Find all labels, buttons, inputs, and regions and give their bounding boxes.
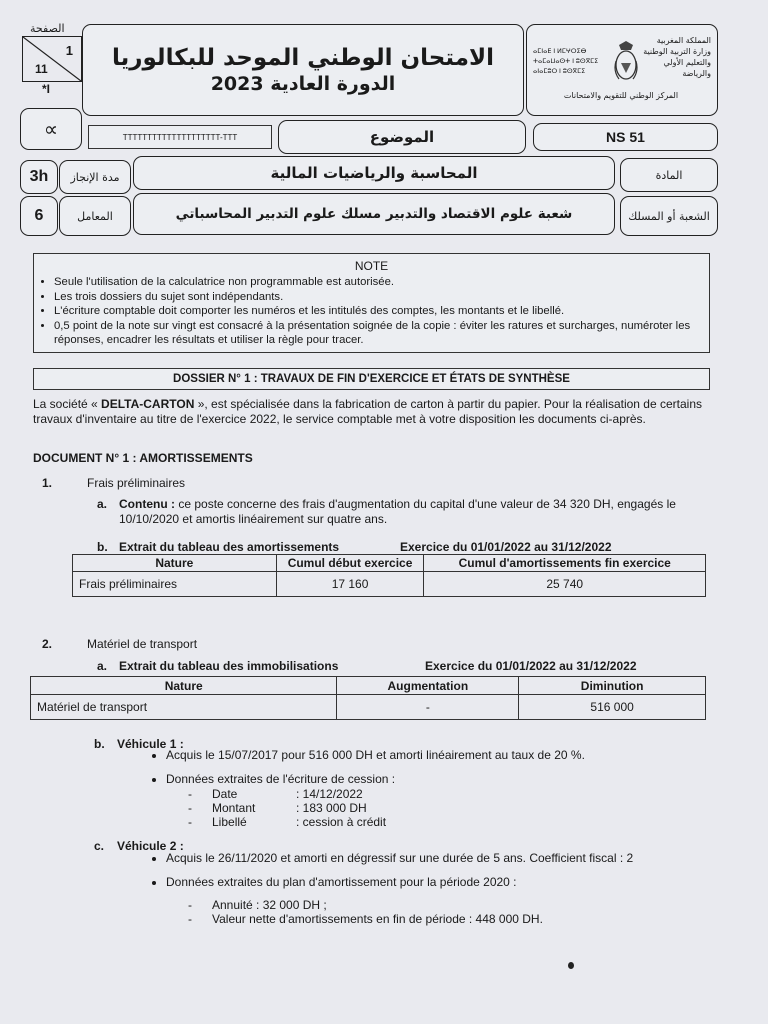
table1-caption: Extrait du tableau des amortissements — [119, 540, 340, 554]
vehicle1-details — [188, 787, 386, 829]
duration-value: 3h — [29, 168, 49, 185]
note-item: • Les trois dossiers du sujet sont indépendants. — [54, 290, 709, 305]
exam-title: الامتحان الوطني الموحد للبكالوريا — [112, 45, 494, 71]
list-item: • Acquis le 15/07/2017 pour 516 000 DH et amorti linéairement au taux de 20 %. — [166, 748, 726, 763]
coef-label: المعامل — [77, 209, 113, 223]
coef-value-box — [20, 196, 58, 236]
vehicle2-list — [148, 851, 726, 890]
table-row — [31, 695, 706, 720]
branch-label: الشعبة أو المسلك — [628, 209, 710, 223]
detail-row: - Montant : 183 000 DH — [188, 801, 367, 815]
symbol-box — [20, 108, 82, 150]
page-number-box — [22, 36, 82, 82]
note-title: NOTE — [354, 259, 389, 273]
table2-period: Exercice du 01/01/2022 au 31/12/2022 — [425, 659, 637, 673]
table-cell: - — [337, 695, 519, 720]
duration-label: مدة الإنجاز — [70, 170, 120, 184]
table-cell: 516 000 — [519, 695, 706, 720]
vehicle1-title: Véhicule 1 : — [117, 737, 184, 751]
list-item: • Données extraites de l'écriture de cession : — [166, 772, 726, 787]
branch-name: شعبة علوم الاقتصاد والتدبير مسلك علوم التدبير المحاسباتي — [175, 206, 573, 222]
section-number: 1. — [42, 476, 53, 490]
item-letter: b. — [97, 540, 108, 554]
item-letter: a. — [97, 497, 108, 511]
ink-dot — [568, 962, 574, 969]
exam-code: NS 51 — [606, 129, 645, 145]
page-label: الصفحة — [30, 22, 65, 35]
amortization-table — [72, 554, 706, 597]
note-box — [33, 253, 710, 353]
table-header: Cumul début exercice — [276, 555, 424, 572]
branch-name-box — [133, 193, 615, 235]
tifinagh-lines: ⴰⵎⵏⴰⴹ ⵏ ⵍⵎⵖⵔⵉⴱ ⵜⴰⵎⴰⵡⴰⵙⵜ ⵏ ⵓⵙⴳⵎⵉ ⴰⵏⴰⵎⵓⵔ ⵏ ⵓⵙⴳⵎⵉ — [533, 48, 599, 75]
vehicle1-list — [148, 748, 726, 787]
section-title: Matériel de transport — [87, 637, 198, 651]
note-item: • 0,5 point de la note sur vingt est consacré à la présentation soignée de la copie : éviter les ratures et surcharges, numéroter les réponses, encadrer les résultats et utiliser la règle pour tracer. — [54, 319, 709, 348]
detail-row: - Libellé : cession à crédit — [188, 815, 387, 829]
list-item: • Données extraites du plan d'amortissement pour la période 2020 : — [166, 875, 726, 890]
coef-label-box — [59, 196, 131, 236]
detail-row: - Date : 14/12/2022 — [188, 787, 363, 801]
item-a-text: Contenu : ce poste concerne des frais d'augmentation du capital d'une valeur de 34 320 DH, engagés le 10/10/2020 et amortis linéairement sur quatre ans. — [119, 497, 676, 526]
symbol: ∝ — [43, 118, 59, 141]
branch-label-box — [620, 196, 718, 236]
detail-row: - Annuité : 32 000 DH ; — [188, 898, 327, 912]
table-cell: Matériel de transport — [31, 695, 337, 720]
company-name: DELTA-CARTON — [101, 397, 195, 411]
table-cell: 17 160 — [276, 572, 424, 597]
table-header-row — [31, 677, 706, 695]
subject-name: المحاسبة والرياضيات المالية — [270, 164, 478, 182]
item-letter: c. — [94, 839, 105, 853]
table-header: Augmentation — [337, 677, 519, 695]
duration-value-box — [20, 160, 58, 194]
subject-field-label: المادة — [655, 168, 683, 182]
page-number: 1 — [65, 43, 73, 58]
document-title: DOCUMENT N° 1 : AMORTISSEMENTS — [33, 451, 253, 465]
note-list — [34, 275, 709, 348]
item-letter: b. — [94, 737, 105, 751]
dossier-title: DOSSIER N° 1 : TRAVAUX DE FIN D'EXERCICE ET ÉTATS DE SYNTHÈSE — [173, 373, 570, 385]
table2-caption: Extrait du tableau des immobilisations — [119, 659, 339, 673]
vehicle2-title: Véhicule 2 : — [117, 839, 184, 853]
section-number: 2. — [42, 637, 53, 651]
ministry-center-line: المركز الوطني للتقويم والامتحانات — [563, 91, 679, 100]
table1-period: Exercice du 01/01/2022 au 31/12/2022 — [400, 540, 612, 554]
detail-row: - Valeur nette d'amortissements en fin de période : 448 000 DH. — [188, 912, 543, 926]
dossier-intro: La société « DELTA-CARTON », est spécialisée dans la fabrication de carton à partir du papier. Pour la réalisation de certains travaux d'inventaire au titre de l'exercice 2022, le service comptable met à votre disposition les documents ci-après. — [33, 397, 703, 426]
note-item: • Seule l'utilisation de la calculatrice non programmable est autorisée. — [54, 275, 709, 290]
item-letter: a. — [97, 659, 108, 673]
ministry-lines: المملكة المغربية وزارة التربية الوطنية والتعليم الأولي والرياضة — [643, 36, 711, 78]
subject-label: الموضوع — [369, 128, 435, 146]
dossier-title-box — [33, 368, 710, 390]
section-title: Frais préliminaires — [87, 476, 186, 490]
barcode-box — [88, 125, 272, 149]
table-cell: 25 740 — [424, 572, 706, 597]
code-box — [533, 123, 718, 151]
assets-table — [30, 676, 706, 720]
page-code: *I — [42, 82, 51, 96]
table-header: Diminution — [519, 677, 706, 695]
barcode-text: TTTTTTTTTTTTTTTTTTTT-TTT — [122, 132, 238, 142]
list-item: • Acquis le 26/11/2020 et amorti en dégressif sur une durée de 5 ans. Coefficient fiscal : 2 — [166, 851, 726, 866]
subject-field-label-box — [620, 158, 718, 192]
table-row — [73, 572, 706, 597]
table-header: Nature — [73, 555, 277, 572]
ministry-box — [526, 24, 718, 116]
page-total: 11 — [35, 62, 48, 76]
vehicle2-details — [188, 898, 543, 926]
table-header: Cumul d'amortissements fin exercice — [424, 555, 706, 572]
subject-label-box — [278, 120, 526, 154]
table-header-row — [73, 555, 706, 572]
exam-session: الدورة العادية 2023 — [210, 73, 396, 95]
subject-name-box — [133, 156, 615, 190]
coef-value: 6 — [34, 207, 44, 224]
table-cell: Frais préliminaires — [73, 572, 277, 597]
table-header: Nature — [31, 677, 337, 695]
duration-label-box — [59, 160, 131, 194]
note-item: • L'écriture comptable doit comporter les numéros et les intitulés des comptes, les montants et le libellé. — [54, 304, 709, 319]
exam-title-box — [82, 24, 524, 116]
